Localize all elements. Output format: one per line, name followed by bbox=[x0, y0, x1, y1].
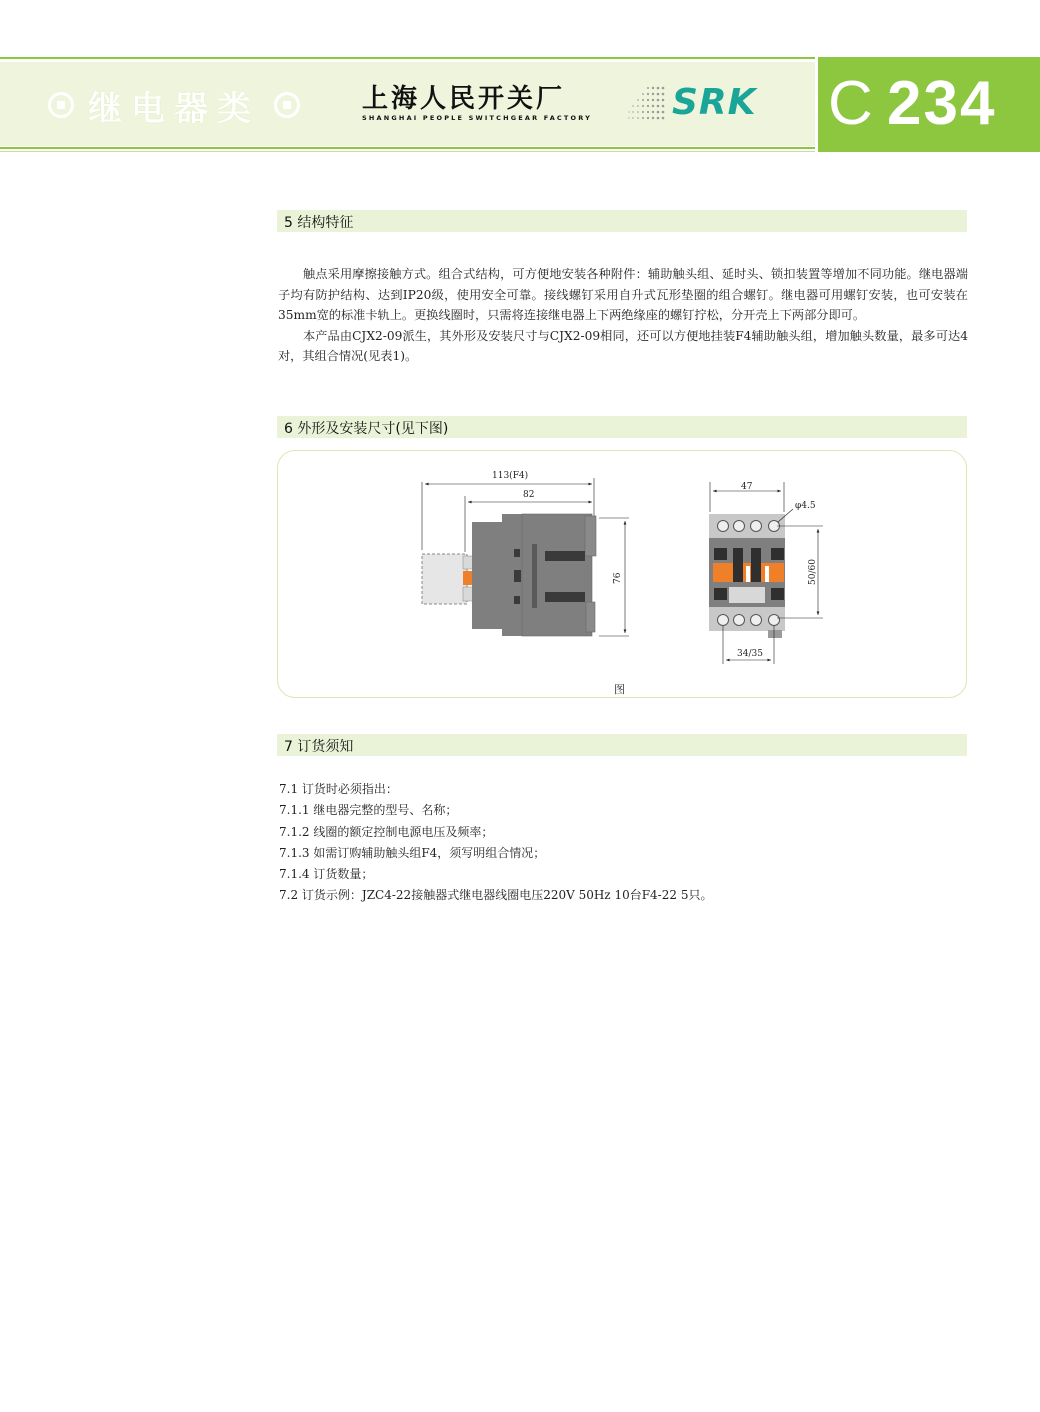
header-top-rule bbox=[0, 57, 818, 59]
header-bottom-rule-thin bbox=[0, 151, 818, 152]
section-6-header bbox=[277, 416, 967, 438]
dimension-drawing bbox=[277, 450, 967, 698]
order-item: 7.1.4 订货数量； bbox=[279, 867, 374, 881]
section-5-title: 5 结构特征 bbox=[284, 215, 354, 231]
dim-front-width: 47 bbox=[741, 482, 753, 492]
dim-hole: φ4.5 bbox=[795, 501, 816, 511]
dim-overall-width: 113(F4) bbox=[492, 471, 529, 481]
brand-logo: SRK bbox=[672, 82, 757, 123]
category-text: 继电器类 bbox=[88, 88, 260, 129]
dim-height: 76 bbox=[613, 572, 623, 584]
order-item: 7.1 订货时必须指出： bbox=[279, 782, 398, 796]
page-tab-divider bbox=[815, 57, 818, 152]
page-prefix: C bbox=[828, 69, 873, 138]
side-view bbox=[422, 470, 629, 636]
order-item: 7.1.3 如需订购辅助触头组F4，须写明组合情况； bbox=[279, 846, 546, 860]
header-bottom-rule bbox=[0, 147, 818, 149]
section-6-title: 6 外形及安装尺寸(见下图) bbox=[284, 421, 449, 437]
company-logo bbox=[362, 84, 600, 123]
company-name-en: SHANGHAI PEOPLE SWITCHGEAR FACTORY bbox=[362, 114, 593, 122]
orange-clip bbox=[463, 571, 473, 585]
bullet-square-icon bbox=[48, 92, 74, 118]
dot-pattern-icon bbox=[627, 84, 667, 124]
section-7-title: 7 订货须知 bbox=[284, 739, 354, 755]
bullet-square-icon bbox=[274, 92, 300, 118]
order-item: 7.2 订货示例：JZC4-22接触器式继电器线圈电压220V 50Hz 10台F4-22 5只。 bbox=[279, 888, 713, 902]
front-view bbox=[709, 482, 823, 664]
dim-mount-vertical: 50/60 bbox=[808, 559, 818, 585]
page-number: 234 bbox=[887, 69, 997, 138]
aux-module-outline bbox=[422, 554, 467, 604]
paragraph: 本产品由CJX2-09派生，其外形及安装尺寸与CJX2-09相同，还可以方便地挂装F4辅助触头组，增加触头数量，最多可达4对，其组合情况(见表1)。 bbox=[278, 328, 968, 364]
dim-mount-horizontal: 34/35 bbox=[737, 649, 763, 659]
section-5-header bbox=[277, 210, 967, 232]
section-7-header bbox=[277, 734, 967, 756]
dim-body-width: 82 bbox=[523, 490, 535, 500]
category-label bbox=[48, 80, 300, 130]
paragraph: 触点采用摩擦接触方式。组合式结构，可方便地安装各种附件：辅助触头组、延时头、锁扣装置等增加不同功能。继电器端子均有防护结构、达到IP20级，使用安全可靠。接线螺钉采用自升式瓦形垫圈的组合螺钉。继电器可用螺钉安装，也可安装在35mm宽的标准卡轨上。更换线圈时，只需将连接继电器上下两绝缘座的螺钉拧松，分开壳上下两部分即可。 bbox=[278, 267, 968, 323]
order-item: 7.1.1 继电器完整的型号、名称； bbox=[279, 803, 458, 817]
figure-caption: 图 bbox=[614, 683, 625, 696]
section-5-body bbox=[278, 264, 968, 367]
company-name-cn: 上海人民开关厂 bbox=[362, 84, 566, 114]
order-item: 7.1.2 线圈的额定控制电源电压及频率； bbox=[279, 825, 494, 839]
